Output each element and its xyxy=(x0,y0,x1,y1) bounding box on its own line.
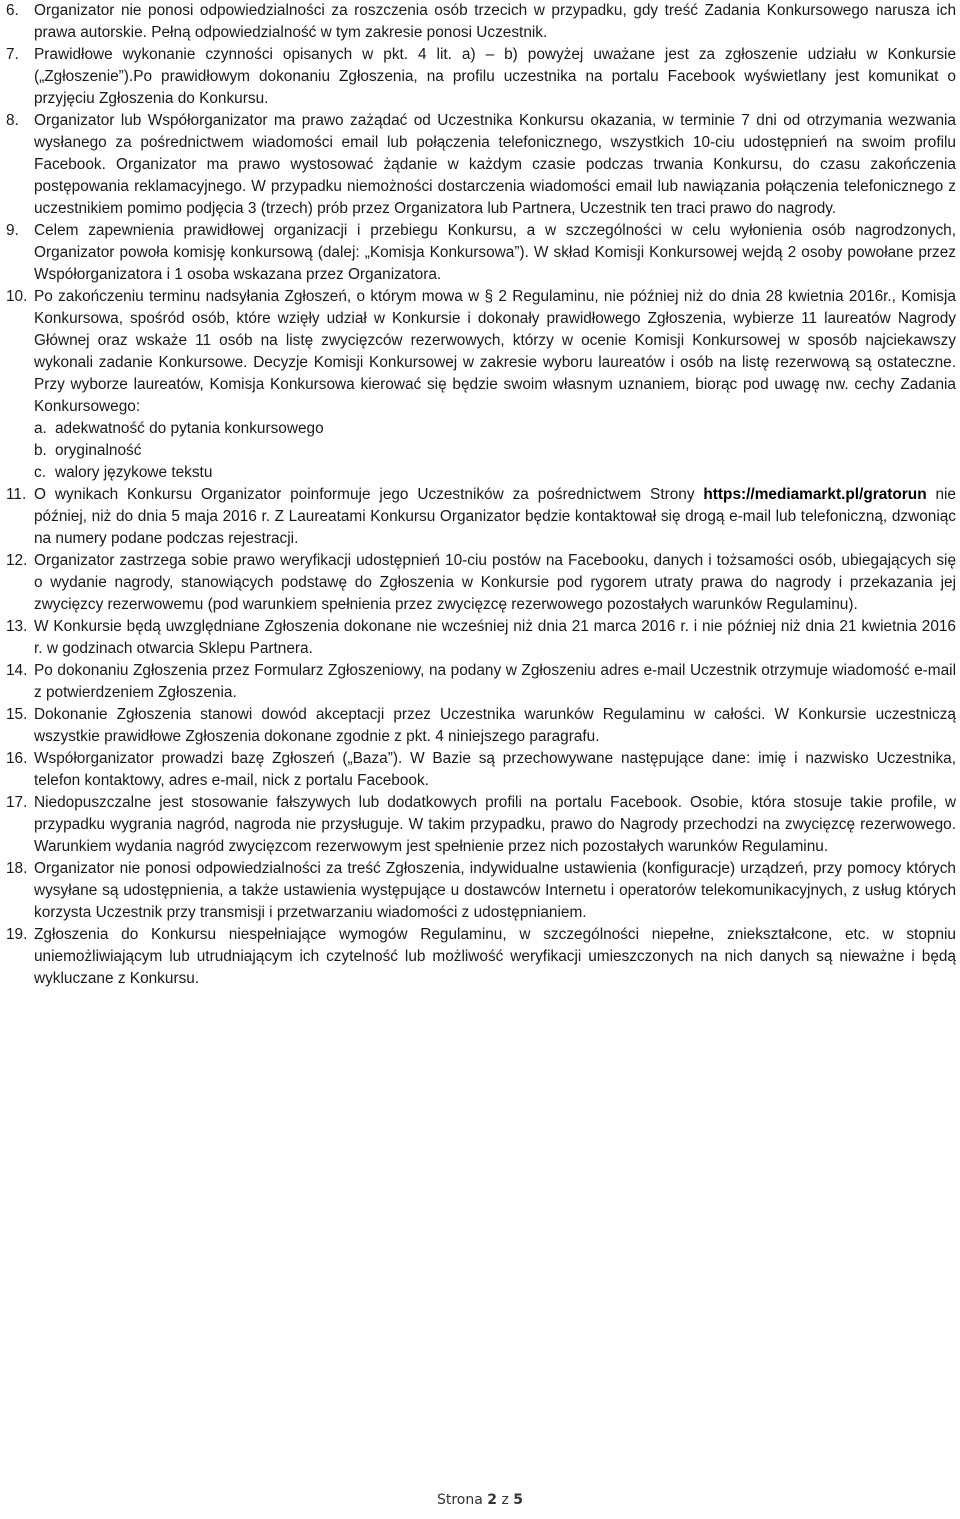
item-text: Po dokonaniu Zgłoszenia przez Formularz Zgłoszeniowy, na podany w Zgłoszeniu adres e-mail Uczestnik otrzymuje wiadomość e-mail z potwierdzeniem Zgłoszenia. xyxy=(34,662,956,701)
list-item xyxy=(6,748,956,792)
item-number: 19. xyxy=(6,926,28,943)
list-item xyxy=(6,616,956,660)
item-number: 13. xyxy=(6,618,28,635)
criteria-label: c. xyxy=(34,464,46,481)
item-number: 7. xyxy=(6,46,19,63)
item-number: 11. xyxy=(6,486,27,503)
list-item xyxy=(6,484,956,550)
item-text: Organizator nie ponosi odpowiedzialności za roszczenia osób trzecich w przypadku, gdy treść Zadania Konkursowego narusza ich prawa autorskie. Pełną odpowiedzialność w tym zakresie ponosi Uczestnik. xyxy=(34,2,956,41)
item-text: W Konkursie będą uwzględniane Zgłoszenia dokonane nie wcześniej niż dnia 21 marca 2016 r. i nie później niż dnia 21 kwietnia 2016 r. w godzinach otwarcia Sklepu Partnera. xyxy=(34,618,956,657)
criteria-item xyxy=(34,418,956,440)
item-number: 12. xyxy=(6,552,28,569)
item-text: Prawidłowe wykonanie czynności opisanych w pkt. 4 lit. a) – b) powyżej uważane jest za zgłoszenie udziału w Konkursie („Zgłoszenie”).Po prawidłowym dokonaniu Zgłoszenia, na profilu uczestnika na portalu Facebook wyświetlany jest komunikat o przyjęciu Zgłoszenia do Konkursu. xyxy=(34,46,956,107)
criteria-item xyxy=(34,440,956,462)
page-label: Strona xyxy=(436,1492,488,1508)
item-number: 8. xyxy=(6,112,19,129)
current-page-number: 2 xyxy=(487,1492,498,1508)
list-item xyxy=(6,110,956,220)
page-separator: z xyxy=(497,1492,514,1508)
item-number: 9. xyxy=(6,222,19,239)
criteria-text: walory językowe tekstu xyxy=(55,464,213,481)
list-item xyxy=(6,792,956,858)
list-item xyxy=(6,286,956,484)
item-number: 6. xyxy=(6,2,19,19)
item-text: Po zakończeniu terminu nadsyłania Zgłoszeń, o którym mowa w § 2 Regulaminu, nie później niż do dnia 28 kwietnia 2016r., Komisja Konkursowa, spośród osób, które wzięły udział w Konkursie i dokonały prawidłowego Zgłoszenia, wybierze 11 laureatów Nagrody Głównej oraz wskaże 11 osób na listę zwycięzców rezerwowych, którzy w ocenie Komisji Konkursowej w sposób najciekawszy wykonali zadanie Konkursowe. Decyzje Komisji Konkursowej w zakresie wyboru laureatów i osób na listę rezerwową są ostateczne. Przy wyborze laureatów, Komisja Konkursowa kierować się będzie swoim własnym uznaniem, biorąc pod uwagę nw. cechy Zadania Konkursowego: xyxy=(34,288,956,415)
criteria-text: adekwatność do pytania konkursowego xyxy=(55,420,324,437)
list-item xyxy=(6,0,956,44)
list-item xyxy=(6,858,956,924)
item-text-before: O wynikach Konkursu Organizator poinformuje jego Uczestników za pośrednictwem Strony xyxy=(34,486,704,503)
item-text: Organizator nie ponosi odpowiedzialności za treść Zgłoszenia, indywidualne ustawienia (konfiguracje) urządzeń, przy pomocy których wysyłane są udostępnienia, a także ustawienia występujące u dostawców Internetu i operatorów telekomunikacyjnych, z usług których korzysta Uczestnik przy transmisji i przetwarzaniu wiadomości z udostępnianiem. xyxy=(34,860,956,921)
item-text: Dokonanie Zgłoszenia stanowi dowód akceptacji przez Uczestnika warunków Regulaminu w całości. W Konkursie uczestniczą wszystkie prawidłowe Zgłoszenia dokonane zgodnie z pkt. 4 niniejszego paragrafu. xyxy=(34,706,956,745)
item-number: 18. xyxy=(6,860,28,877)
list-item xyxy=(6,44,956,110)
item-number: 17. xyxy=(6,794,28,811)
list-item xyxy=(6,660,956,704)
list-item xyxy=(6,550,956,616)
criteria-item xyxy=(34,462,956,484)
item-number: 14. xyxy=(6,662,28,679)
item-number: 15. xyxy=(6,706,28,723)
item-number: 10. xyxy=(6,288,28,305)
item-text: Celem zapewnienia prawidłowej organizacji i przebiegu Konkursu, a w szczególności w celu wyłonienia osób nagrodzonych, Organizator powoła komisję konkursową (dalej: „Komisja Konkursowa”). W skład Komisji Konkursowej wejdą 2 osoby powołane przez Współorganizatora i 1 osoba wskazana przez Organizatora. xyxy=(34,222,956,283)
item-text: Organizator zastrzega sobie prawo weryfikacji udostępnień 10-ciu postów na Facebooku, danych i tożsamości osób, ubiegających się o wydanie nagrody, stanowiących podstawę do Zgłoszenia w Konkursie pod rygorem utraty prawa do nagrody i przekazania jej zwycięzcy rezerwowemu (pod warunkiem spełnienia przez zwycięzcę rezerwowego pozostałych warunków Regulaminu). xyxy=(34,552,956,613)
criteria-label: b. xyxy=(34,442,47,459)
criteria-list xyxy=(34,418,956,484)
item-text xyxy=(34,484,956,550)
page-footer xyxy=(0,1492,960,1508)
criteria-text: oryginalność xyxy=(55,442,142,459)
item-text: Zgłoszenia do Konkursu niespełniające wymogów Regulaminu, w szczególności niepełne, zniekształcone, etc. w stopniu uniemożliwiającym lub utrudniającym ich czytelność lub możliwość weryfikacji umieszczonych na nich danych są nieważne i będą wykluczane z Konkursu. xyxy=(34,926,956,987)
item-text: Współorganizator prowadzi bazę Zgłoszeń („Baza”). W Bazie są przechowywane następujące dane: imię i nazwisko Uczestnika, telefon kontaktowy, adres e-mail, nick z portalu Facebook. xyxy=(34,750,956,789)
list-item xyxy=(6,704,956,748)
total-pages-number: 5 xyxy=(513,1492,524,1508)
results-url-link[interactable]: https://mediamarkt.pl/gratorun xyxy=(703,486,927,503)
list-item xyxy=(6,220,956,286)
rules-list xyxy=(6,0,956,990)
item-number: 16. xyxy=(6,750,28,767)
list-item xyxy=(6,924,956,990)
item-text-after: nie później, niż do dnia 5 maja 2016 r. Z Laureatami Konkursu Organizator będzie kontaktował się drogą e-mail lub telefoniczną, dzwoniąc na numery podane podczas rejestracji. xyxy=(34,486,956,547)
item-text: Organizator lub Współorganizator ma prawo zażądać od Uczestnika Konkursu okazania, w terminie 7 dni od otrzymania wezwania wysłanego za pośrednictwem wiadomości email lub połączenia telefonicznego, wszystkich 10-ciu udostępnień na swoim profilu Facebook. Organizator ma prawo wystosować żądanie w każdym czasie podczas trwania Konkursu, do czasu zakończenia postępowania reklamacyjnego. W przypadku niemożności dostarczenia wiadomości email lub nawiązania połączenia telefonicznego z uczestnikiem pomimo podjęcia 3 (trzech) prób przez Organizatora lub Partnera, Uczestnik ten traci prawo do nagrody. xyxy=(34,112,956,217)
criteria-label: a. xyxy=(34,420,47,437)
item-text: Niedopuszczalne jest stosowanie fałszywych lub dodatkowych profili na portalu Facebook. Osobie, która stosuje takie profile, w przypadku wygrania nagród, nagroda nie przysługuje. W takim przypadku, prawo do Nagrody przechodzi na zwycięzcę rezerwowego. Warunkiem wydania nagród zwycięzcom rezerwowym jest spełnienie przez nich pozostałych warunków Regulaminu. xyxy=(34,794,956,855)
